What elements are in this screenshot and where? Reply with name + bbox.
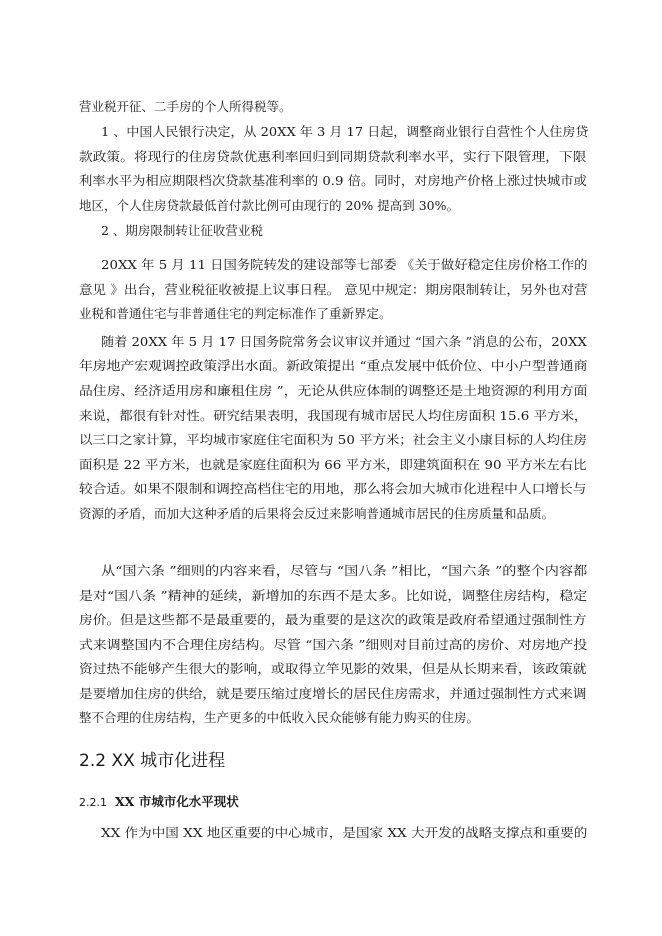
text-line: 式来调整国内不合理住房结构。尽管 “国六条 ”细则对目前过高的房价、对房地产投	[79, 637, 588, 652]
subsection-number: 2.2.1	[79, 796, 107, 809]
section-heading: 2.2 XX 城市化进程	[79, 751, 226, 771]
text-line: 较合适。如果不限制和调控高档住宅的用地，那么将会加大城市化进程中人口增长与	[79, 481, 587, 496]
text-line: 资源的矛盾，而加大这种矛盾的后果将会反过来影响普通城市居民的住房质量和品质。	[79, 506, 555, 521]
text-line: 从“国六条 ”细则的内容来看，尽管与 “国八条 ”相比，“国六条 ”的整个内容都	[101, 563, 588, 578]
text-line: 地区，个人住房贷款最低首付款比例可由现行的 20% 提高到 30%。	[79, 198, 459, 213]
text-line: 1 、中国人民银行决定，从 20XX 年 3 月 17 日起，调整商业银行自营性个人住房贷	[101, 124, 589, 139]
text-line: 来说，都很有针对性。研究结果表明，我国现有城市居民人均住房面积 15.6 平方米，	[79, 408, 588, 423]
subsection-title: XX 市城市化水平现状	[114, 794, 239, 809]
text-line: 整不合理的住房结构，生产更多的中低收入民众能够有能力购买的住房。	[79, 710, 480, 725]
text-line: 随着 20XX 年 5 月 17 日国务院常务会议审议并通过 “国六条 ”消息的公布，20XX	[101, 334, 587, 349]
text-line: 款政策。将现行的住房贷款优惠利率回归到同期贷款利率水平，实行下限管理，下限	[79, 149, 587, 164]
text-line: 意见 》出台，营业税征收被提上议事日程。 意见中规定：期房限制转让，另外也对营	[79, 282, 588, 297]
text-line: 是对“国八条 ”精神的延续，新增加的东西不是太多。比如说，调整住房结构，稳定	[79, 588, 588, 603]
text-line: 以三口之家计算，平均城市家庭住宅面积为 50 平方米；社会主义小康目标的人均住房	[79, 432, 587, 447]
text-line: 年房地产宏观调控政策浮出水面。新政策提出 “重点发展中低价位、中小户型普通商	[79, 358, 588, 373]
text-line: 资过热不能够产生很大的影响，或取得立竿见影的效果，但是从长期来看，该政策就	[79, 661, 587, 676]
text-line: 利率水平为相应期限档次贷款基准利率的 0.9 倍。同时，对房地产价格上涨过快城市或	[79, 173, 587, 188]
text-line: 业税和普通住宅与非普通住宅的判定标准作了重新界定。	[79, 306, 392, 321]
text-line: 品住房、经济适用房和廉租住房 ”，无论从供应体制的调整还是土地资源的利用方面	[79, 383, 588, 398]
text-line: XX 作为中国 XX 地区重要的中心城市，是国家 XX 大开发的战略支撑点和重要的	[101, 825, 588, 840]
text-line: 是要增加住房的供给，就是要压缩过度增长的居民住房需求，并通过强制性方式来调	[79, 686, 587, 701]
subsection-heading	[79, 794, 239, 811]
text-line: 2 、期房限制转让征收营业税	[101, 223, 263, 238]
text-line: 营业税开征、二手房的个人所得税等。	[79, 99, 292, 114]
text-line: 房价。但是这些都不是最重要的，最为重要的是这次的政策是政府希望通过强制性方	[79, 612, 587, 627]
text-line: 20XX 年 5 月 11 日国务院转发的建设部等七部委 《关于做好稳定住房价格工作的	[101, 257, 588, 272]
text-line: 面积是 22 平方米，也就是家庭住面积为 66 平方米，即建筑面积在 90 平方米左右比	[79, 457, 587, 472]
